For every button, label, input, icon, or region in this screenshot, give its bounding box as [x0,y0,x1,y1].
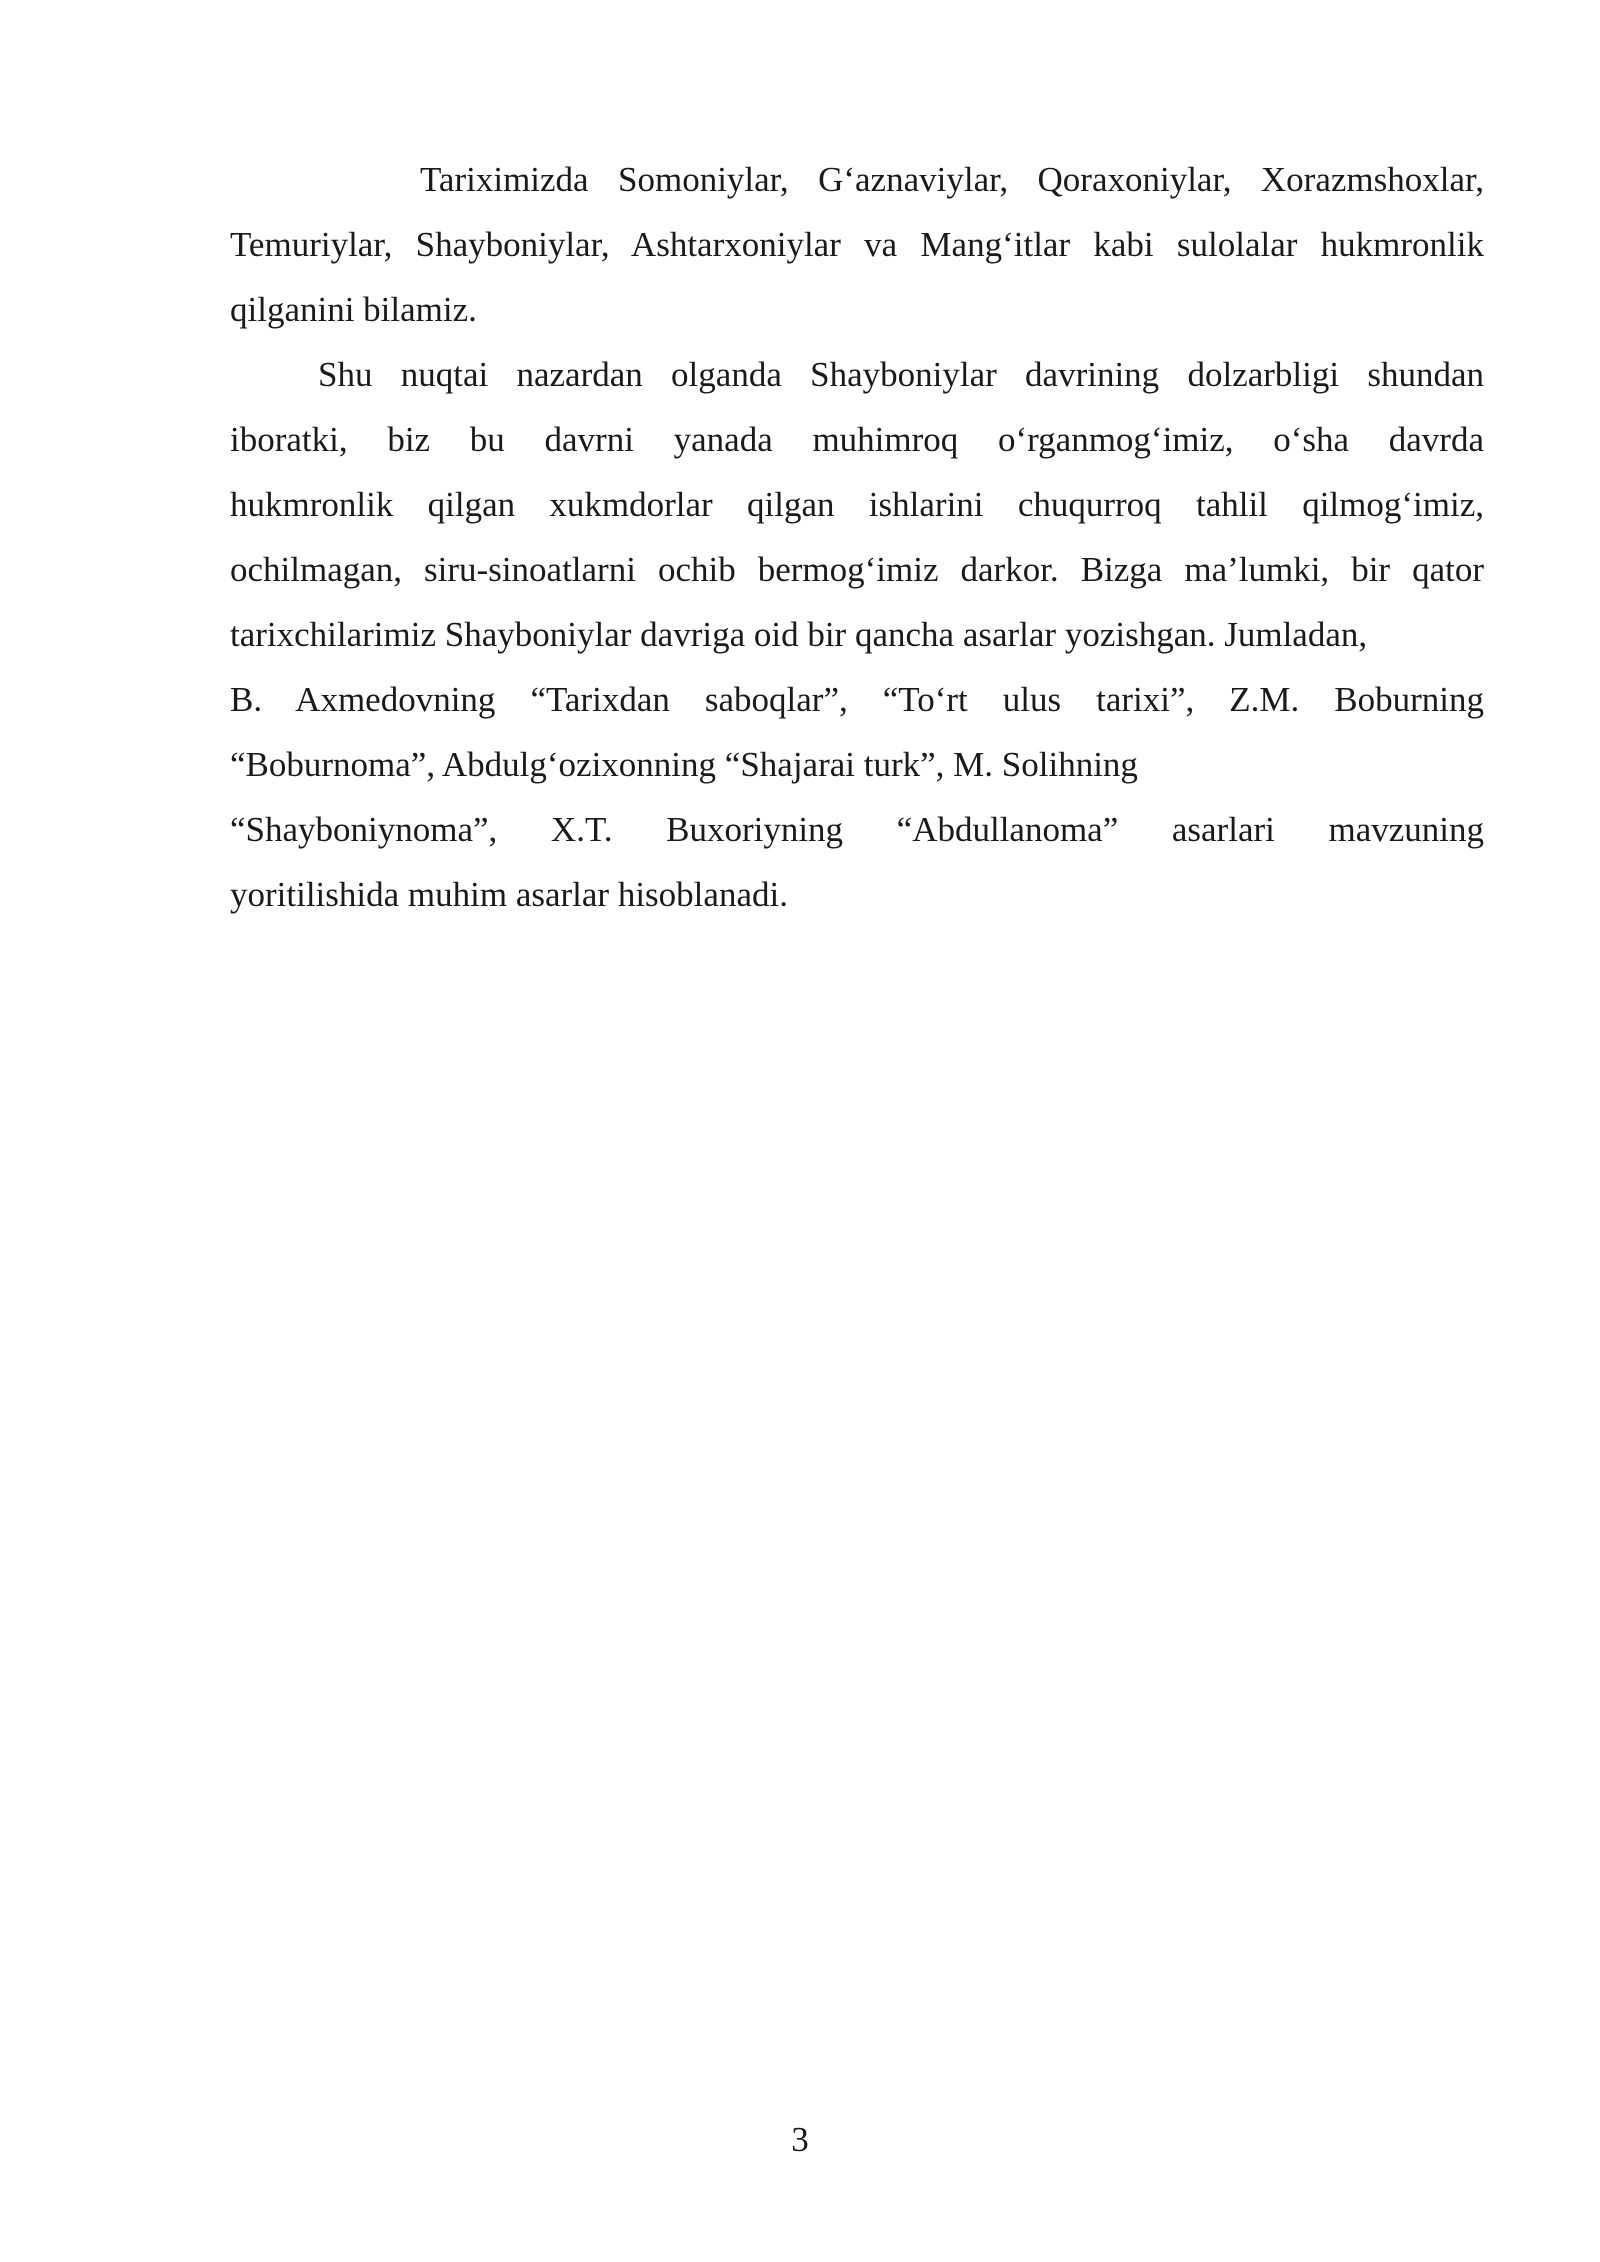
paragraph-2-line-5: tarixchilarimiz Shayboniylar davriga oid bir qancha asarlar yozishgan. Jumladan, [230,615,1368,654]
paragraph-1-line-2: Temuriylar, Shayboniylar, Ashtarxoniylar va Mang‘itlar kabi sulolalar hukmronlik [230,225,1484,264]
paragraph-2-line-3: hukmronlik qilgan xukmdorlar qilgan ishlarini chuqurroq tahlil qilmog‘imiz, [230,485,1484,524]
paragraph-2-line-8: “Shayboniynoma”, X.T. Buxoriyning “Abdullanoma” asarlari mavzuning [230,810,1484,849]
paragraph-2-line-7: “Boburnoma”, Abdulg‘ozixonning “Shajarai turk”, M. Solihning [230,745,1138,784]
paragraph-2-line-9: yoritilishida muhim asarlar hisoblanadi. [230,875,788,914]
paragraph-1-line-3: qilganini bilamiz. [230,290,477,329]
paragraph-2-line-6: B. Axmedovning “Tarixdan saboqlar”, “To‘rt ulus tarixi”, Z.M. Boburning [230,680,1484,719]
paragraph-2-line-4: ochilmagan, siru-sinoatlarni ochib bermog‘imiz darkor. Bizga ma’lumki, bir qator [230,550,1484,589]
page-number: 3 [791,2120,809,2159]
paragraph-1-line-1: Tariximizda Somoniylar, G‘aznaviylar, Qoraxoniylar, Xorazmshoxlar, [420,160,1484,199]
paragraph-2-line-1: Shu nuqtai nazardan olganda Shayboniylar davrining dolzarbligi shundan [318,355,1484,394]
body-text [230,147,1484,927]
paragraph-2-line-2: iboratki, biz bu davrni yanada muhimroq o‘rganmog‘imiz, o‘sha davrda [230,420,1484,459]
